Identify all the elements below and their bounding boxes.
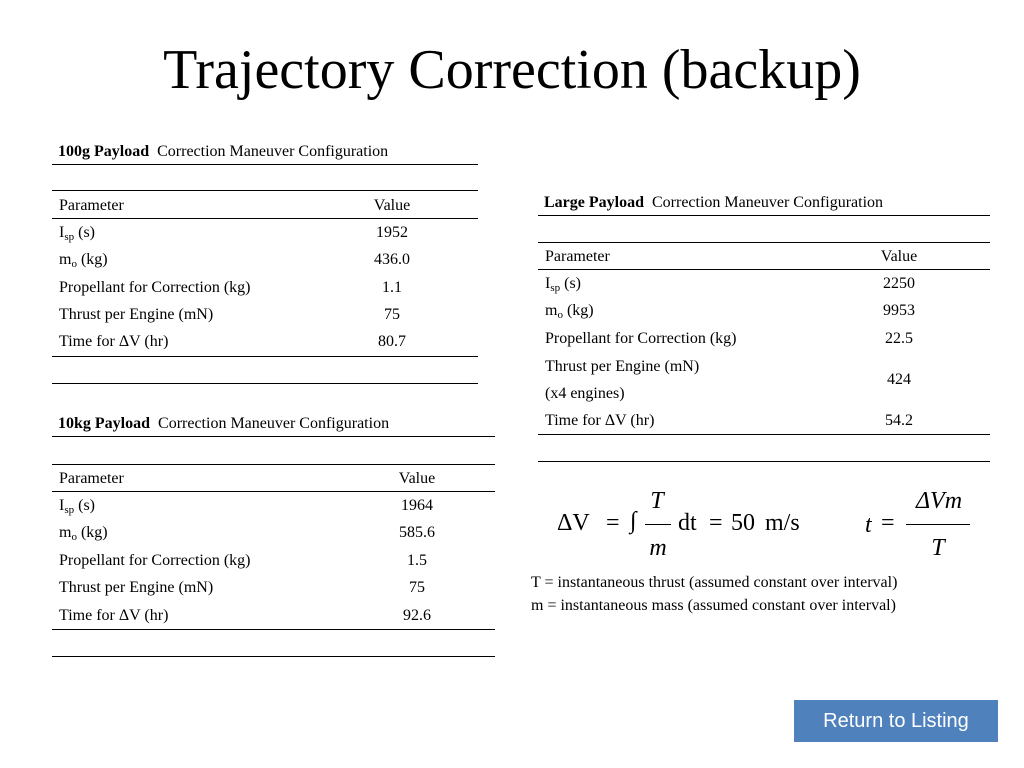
note-line: T = instantaneous thrust (assumed constant over interval) [531,574,898,591]
table-rule [538,215,990,216]
table-rule [52,190,478,191]
formula-equals: = [881,510,895,536]
table-rule [52,436,495,437]
table-rule [52,356,478,357]
formula-result: 50 [731,510,755,536]
row-param: Thrust per Engine (mN) [59,579,214,596]
row-param: $I_{sp}$ (s) [59,497,95,516]
row-value: 75 [409,579,425,596]
table-large-payload [538,189,990,465]
fraction-bar [906,524,970,525]
formula-dv-lhs: ΔV [557,510,590,536]
formula-equals: = [709,510,723,536]
table-100g-payload [52,138,478,388]
header-parameter: Parameter [59,470,124,487]
table-rule [538,434,990,435]
table-10kg-payload [52,410,495,660]
row-param: Time for ΔV (hr) [59,333,169,350]
row-value: 1.1 [382,279,402,296]
header-parameter: Parameter [59,197,124,214]
formula-numerator: T [650,488,664,514]
formula-t-lhs: t [865,512,872,538]
row-param: Thrust per Engine (mN) [545,358,700,375]
header-value: Value [880,248,918,265]
note-line: m = instantaneous mass (assumed constant over interval) [531,597,896,614]
row-value: 92.6 [403,607,431,624]
formula-dt: dt [678,510,697,536]
row-value: 1952 [376,224,408,241]
table-rule [52,629,495,630]
table-rule [52,383,478,384]
row-value: 1.5 [407,552,427,569]
row-value: 2250 [883,275,915,292]
header-parameter: Parameter [545,248,610,265]
row-value: 54.2 [885,412,913,429]
row-param: Thrust per Engine (mN) [59,306,214,323]
row-value: 80.7 [378,333,406,350]
table-rule [538,461,990,462]
row-param: $m_o$ (kg) [545,302,594,321]
row-param: Time for ΔV (hr) [59,607,169,624]
slide-title: Trajectory Correction (backup) [163,39,861,101]
fraction-bar [645,524,671,525]
formula-notes [531,571,897,617]
row-param-line2: (x4 engines) [545,385,625,402]
row-param: Propellant for Correction (kg) [59,552,251,569]
table-rule [52,218,478,219]
table-caption: 10kg Payload Correction Maneuver Configuration [58,415,390,432]
return-to-listing-button[interactable]: Return to Listing [794,700,998,742]
formula-denominator: m [649,535,667,561]
formula-unit: m/s [765,510,800,536]
row-param: $m_o$ (kg) [59,524,108,543]
table-caption: Large Payload Correction Maneuver Configuration [544,194,884,211]
table-caption: 100g Payload Correction Maneuver Configuration [58,143,389,160]
header-value: Value [398,470,436,487]
table-rule [538,242,990,243]
row-value: 1964 [401,497,433,514]
row-value: 424 [887,371,911,388]
row-param: Propellant for Correction (kg) [545,330,737,347]
row-value: 585.6 [399,524,435,541]
table-rule [538,269,990,270]
integral-symbol: ∫ [630,508,637,534]
row-value: 9953 [883,302,915,319]
row-param: Propellant for Correction (kg) [59,279,251,296]
table-rule [52,656,495,657]
table-rule [52,164,478,165]
row-value: 436.0 [374,251,410,268]
table-rule [52,491,495,492]
table-rule [52,464,495,465]
row-value: 75 [384,306,400,323]
formula-denominator: T [931,535,945,561]
row-param: $I_{sp}$ (s) [59,224,95,243]
formula-equals: = [606,510,620,536]
row-param: Time for ΔV (hr) [545,412,655,429]
header-value: Value [373,197,411,214]
row-value: 22.5 [885,330,913,347]
formula-numerator: ΔVm [915,488,963,514]
row-param: $m_o$ (kg) [59,251,108,270]
row-param: $I_{sp}$ (s) [545,275,581,294]
